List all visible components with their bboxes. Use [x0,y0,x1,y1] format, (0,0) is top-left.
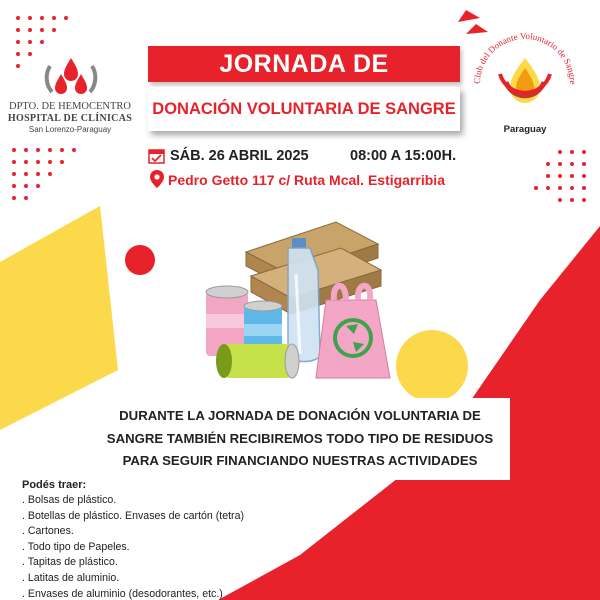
body-text [100,405,500,473]
club-country: Paraguay [503,124,547,135]
dot-pattern-right [534,150,586,202]
list-item: . Todo tipo de Papeles. [22,540,130,553]
list-item: . Cartones. [22,525,74,538]
body-line3: PARA SEGUIR FINANCIANDO NUESTRAS ACTIVIDADES [122,453,478,468]
body-line1: DURANTE LA JORNADA DE DONACIÓN VOLUNTARIA DE [119,408,481,423]
hospital-line3: San Lorenzo-Paraguay [28,125,112,134]
items-list [22,493,244,600]
club-logo-icon [454,4,596,142]
subtitle-donacion: DONACIÓN VOLUNTARIA DE SANGRE [148,87,460,131]
title-jornada: JORNADA DE [148,46,460,82]
list-item: . Bolsas de plástico. [22,494,117,506]
hospital-line1: DPTO. DE HEMOCENTRO [8,101,132,112]
event-time: 08:00 A 15:00H. [350,148,457,164]
list-title: Podés traer: [22,479,87,491]
hospital-line2: HOSPITAL DE CLÍNICAS [7,113,133,124]
bag-icon [316,286,390,378]
event-location: Pedro Getto 117 c/ Ruta Mcal. Estigarribia [168,172,445,188]
list-item: . Latitas de aluminio. [22,571,120,584]
body-line2: SANGRE TAMBIÉN RECIBIREMOS TODO TIPO DE RESIDUOS [106,430,494,446]
dot-pattern-left [12,148,76,200]
list-item: . Envases de aluminio (desodorantes, etc.) [22,587,223,600]
green-can-icon [216,344,299,378]
event-date: SÁB. 26 ABRIL 2025 [170,148,309,164]
hospital-logo-icon [44,52,98,102]
red-circle-small [125,245,155,275]
list-item: . Tapitas de plástico. [22,556,118,569]
yellow-circle-right [396,330,468,402]
yellow-triangle-left [0,206,118,430]
club-arc-text: Club del Donante Voluntario de Sangre [471,30,579,85]
list-item: . Botellas de plástico. Envases de cartón (tetra) [22,509,244,522]
calendar-icon [148,147,165,164]
location-pin-icon [150,170,164,188]
recycling-items-illustration [196,214,396,386]
